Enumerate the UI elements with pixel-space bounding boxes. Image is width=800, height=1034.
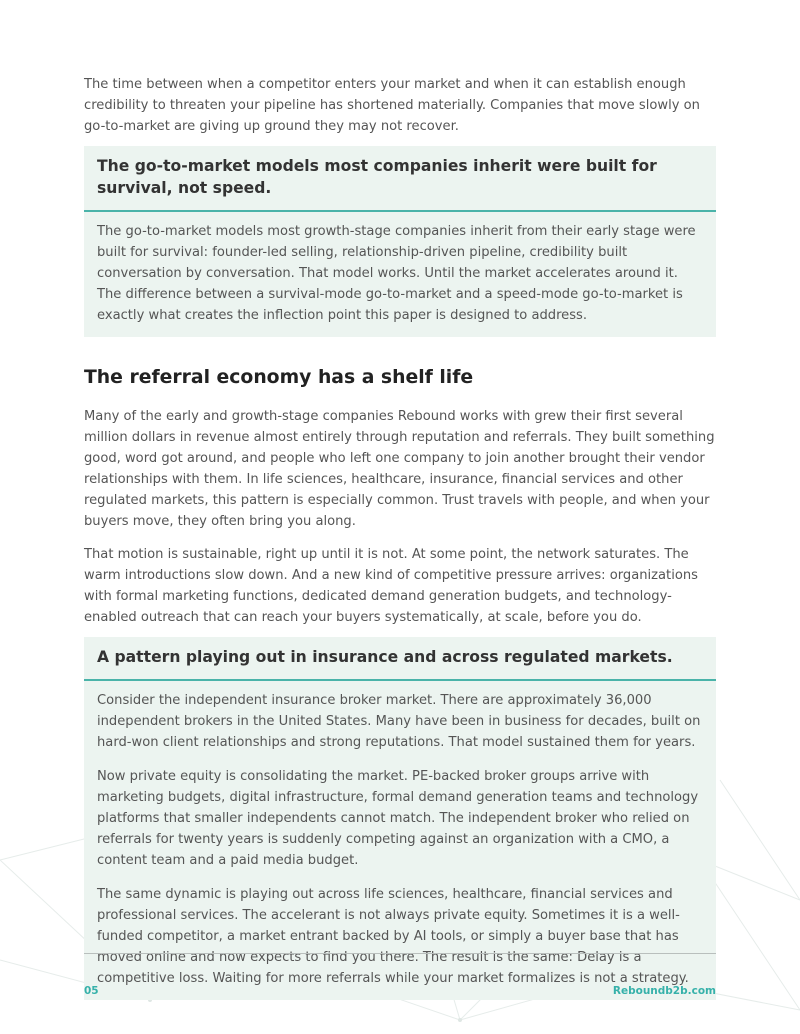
- footer-divider: [84, 953, 716, 954]
- callout-paragraph: The go-to-market models most growth-stage companies inherit from their early stage were built for survival: founder-led selling, relationship-driven pipeline, credibility built conversation by conversation. That model works. Until the market accelerates around it. The difference between a survival-mode go-to-market and a speed-mode go-to-market is exactly what creates the inflection point this paper is designed to address.: [97, 224, 696, 323]
- page-number: 05: [84, 985, 99, 997]
- callout-paragraph: Consider the independent insurance broker market. There are approximately 36,000 independent brokers in the United States. Many have been in business for decades, built on hard-won client relationships and strong reputations. That model sustained them for years.: [97, 693, 701, 750]
- callout-title: The go-to-market models most companies inherit were built for survival, not speed.: [97, 157, 657, 197]
- callout-header: [84, 146, 716, 212]
- page-footer: [84, 983, 716, 999]
- callout-title: A pattern playing out in insurance and across regulated markets.: [97, 648, 673, 666]
- callout-box: [84, 637, 716, 1000]
- section-heading: The referral economy has a shelf life: [84, 367, 474, 388]
- callout-paragraph: The same dynamic is playing out across life sciences, healthcare, financial services and professional services. The accelerant is not always private equity. Sometimes it is a well-funded competitor, a market entrant backed by AI tools, or simply a buyer base that has moved online and now expects to find you there. The result is the same: Delay is a competitive loss. Waiting for more referrals while your market formalizes is not a strategy.: [97, 887, 689, 986]
- callout-body: [84, 212, 716, 337]
- callout-box: [84, 146, 716, 337]
- intro-paragraph: The time between when a competitor enters your market and when it can establish enough credibility to threaten your pipeline has shortened materially. Companies that move slowly on go-to-market are giving up ground they may not recover.: [84, 77, 700, 134]
- section-paragraph: That motion is sustainable, right up until it is not. At some point, the network saturates. The warm introductions slow down. And a new kind of competitive pressure arrives: organizations with formal marketing functions, dedicated demand generation budgets, and technology-enabled outreach that can reach your buyers systematically, at scale, before you do.: [84, 547, 698, 625]
- website-link[interactable]: Reboundb2b.com: [612, 985, 716, 997]
- callout-header: [84, 637, 716, 681]
- document-page: [84, 74, 716, 1000]
- section-paragraph: Many of the early and growth-stage companies Rebound works with grew their first several million dollars in revenue almost entirely through reputation and referrals. They built something good, word got around, and people who left one company to join another brought their vendor relationships with them. In life sciences, healthcare, insurance, financial services and other regulated markets, this pattern is especially common. Trust travels with people, and when your buyers move, they often bring you along.: [84, 409, 715, 529]
- callout-paragraph: Now private equity is consolidating the market. PE-backed broker groups arrive with marketing budgets, digital infrastructure, formal demand generation teams and technology platforms that smaller independents cannot match. The independent broker who relied on referrals for twenty years is suddenly competing against an organization with a CMO, a content team and a paid media budget.: [97, 769, 699, 868]
